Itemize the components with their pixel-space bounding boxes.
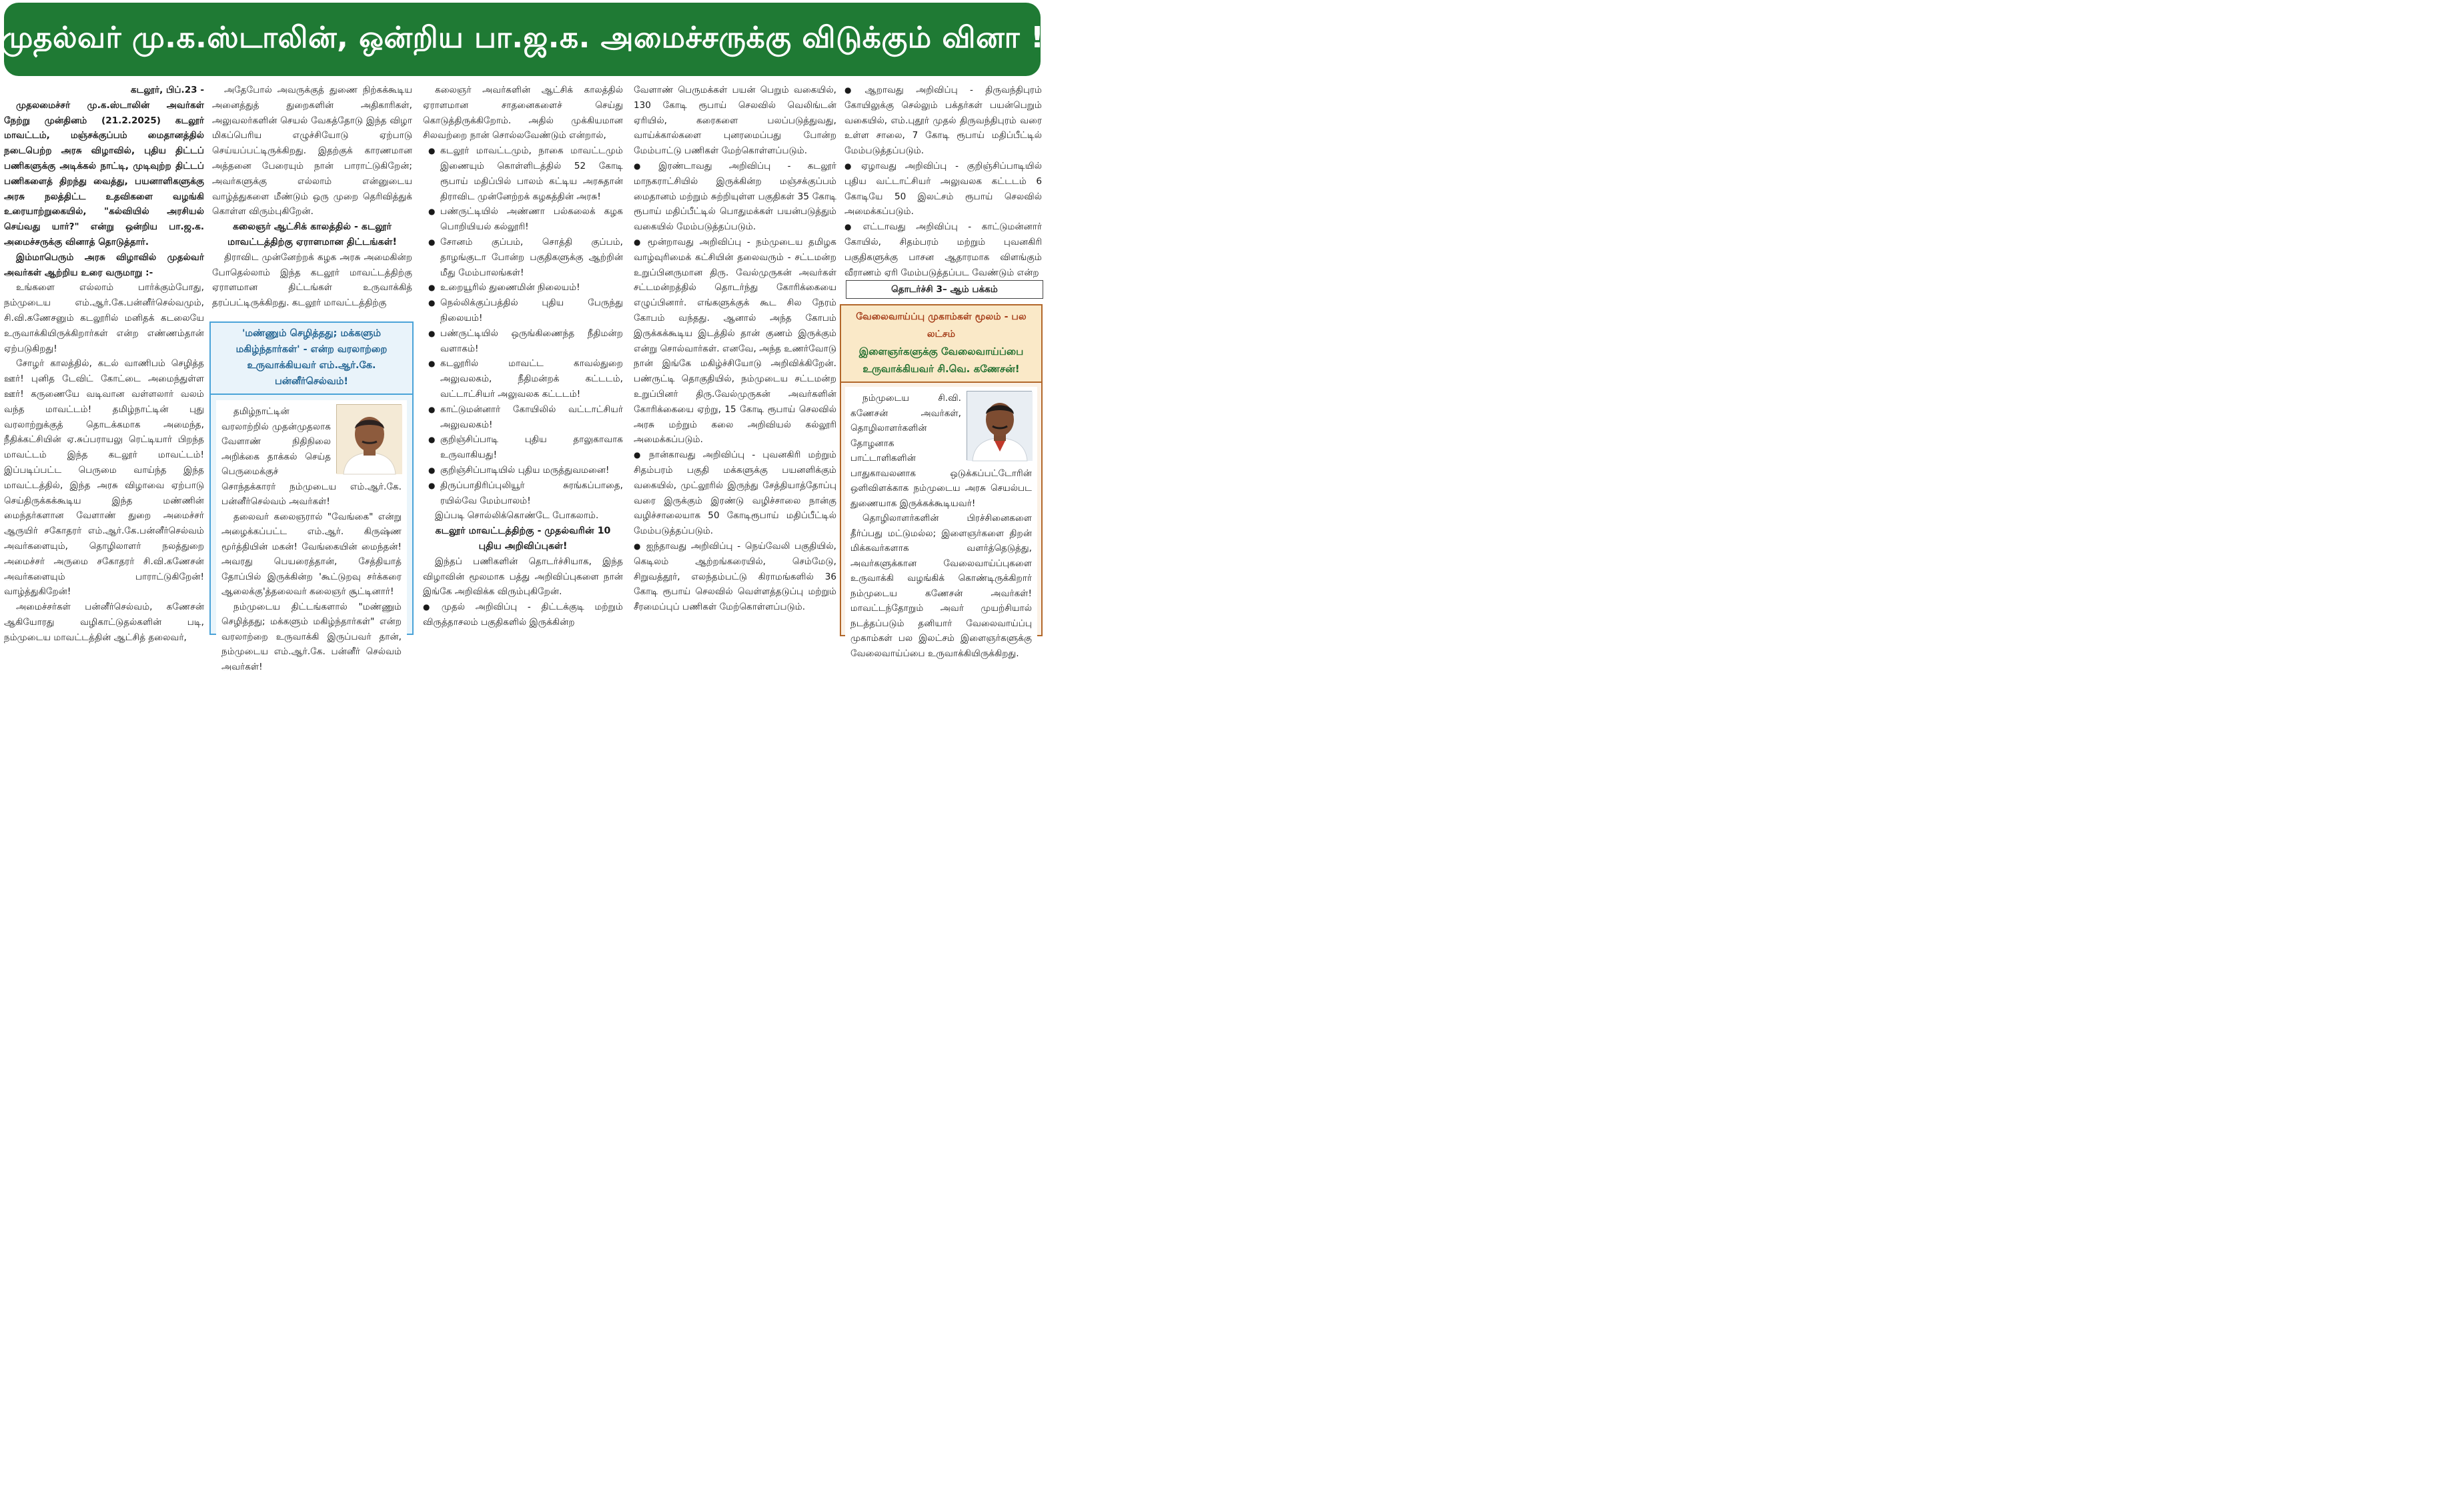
- bullet-paragraph: [634, 159, 836, 235]
- list-item: ● குறிஞ்சிப்பாடி புதிய தாலுகாவாக உருவாகியது!: [427, 432, 623, 463]
- paragraph: நம்முடைய திட்டங்களால் "மண்ணும் செழித்தது; மக்களும் மகிழ்ந்தார்கள்" என்ற வரலாற்றை உருவாக்கி இருப்பவர் தான், நம்முடைய எம்.ஆர்.கே. பன்னீர் செல்வம் அவர்கள்!: [221, 601, 402, 672]
- paragraph-text: ஐந்தாவது அறிவிப்பு - நெய்வேலி பகுதியில், கெடிலம் ஆற்றங்கரையில், செம்மேடு, சிறுவத்தூர், எலந்தம்பட்டு கிராமங்களில் 36 கோடி ரூபாய் செலவில் வெள்ளத்தடுப்பு மற்றும் சீரமைப்புப் பணிகள் மேற்கொள்ளப்படும்.: [634, 540, 836, 613]
- bullet-icon: ●: [844, 222, 859, 232]
- list-item: ● காட்டுமன்னார் கோயிலில் வட்டாட்சியர் அலுவலகம்!: [427, 402, 623, 433]
- list-item: ● உறையூரில் துணைமின் நிலையம்!: [427, 280, 623, 295]
- bullet-paragraph: [634, 235, 836, 448]
- bullet-icon: ●: [844, 161, 857, 171]
- article-column-1: [4, 83, 204, 643]
- paragraph: உங்களை எல்லாம் பார்க்கும்போது, நம்முடைய எம்.ஆர்.கே.பன்னீர்செல்வமும், சி.வி.கணேசனும் கடலூரில் மனிதக் கடலையே உருவாக்கியிருக்கிறார்கள் என்ற எண்ணம்தான் ஏற்படுகிறது!: [4, 282, 204, 354]
- feature-box-body: [845, 387, 1037, 659]
- headline: முதல்வர் மு.க.ஸ்டாலின், ஒன்றிய பா.ஜ.க. அமைச்சருக்கு விடுக்கும் வினா !: [0, 20, 1045, 55]
- pannirselvam-feature-box: [209, 321, 414, 672]
- bullet-paragraph: [634, 539, 836, 615]
- bullet-paragraph: [844, 83, 1042, 159]
- bullet-icon: ●: [634, 541, 642, 551]
- portrait-photo: [336, 404, 402, 474]
- bullet-icon: ●: [844, 85, 861, 95]
- headline-banner: [0, 3, 1045, 76]
- paragraph: அதேபோல் அவருக்குத் துணை நிற்கக்கூடிய அனைத்துத் துறைகளின் அதிகாரிகள், அலுவலர்களின் செயல் வேகத்தோடு இந்த விழா மிகப்பெரிய எழுச்சியோடு ஏற்பாடு செய்யப்பட்டிருக்கிறது. இதற்குக் காரணமான அத்தனை பேரையும் நான் பாராட்டுகிறேன்; அவர்களுக்கு எல்லாம் என்னுடைய வாழ்த்துகளை மீண்டும் ஒரு முறை தெரிவித்துக் கொள்ள விரும்புகிறேன்.: [212, 85, 412, 217]
- paragraph: சோழர் காலத்தில், கடல் வாணிபம் செழித்த ஊர்! புனித டேவிட் கோட்டை அமைந்துள்ள ஊர்! கருணையே வடிவான வள்ளலார் வலம் வந்த மாவட்டம்! தமிழ்நாட்டின் புது வரலாற்றுக்குத் தொடக்கமாக அமைந்த, நீதிக்கட்சியின் ஏ.சுப்பராயலு ரெட்டியார் பிறந்த மாவட்டம் இந்த கடலூர் மாவட்டம்! இப்படிப்பட்ட பெருமை வாய்ந்த இந்த மாவட்டத்தில், இந்த அரசு விழாவை ஏற்பாடு செய்திருக்கக்கூடிய இந்த மண்ணின் மைந்தர்களான வேளாண் துறை அமைச்சர் ஆருயிர் சகோதரர் எம்.ஆர்.கே.பன்னீர்செல்வம் அவர்களையும், தொழிலாளர் நலத்துறை அமைச்சர் அருமை சகோதரர் சி.வி.கணேசன் அவர்களையும் பாராட்டுகிறேன்! வாழ்த்துகிறேன்!: [4, 358, 204, 598]
- feature-box-heading-line2: இளைஞர்களுக்கு வேலைவாய்ப்பை உருவாக்கியவர் சி.வெ. கணேசன்!: [858, 345, 1024, 375]
- list-item: ● பண்ருட்டியில் ஒருங்கிணைந்த நீதிமன்ற வளாகம்!: [427, 326, 623, 357]
- paragraph-text: ஏழாவது அறிவிப்பு - குறிஞ்சிப்பாடியில் புதிய வட்டாட்சியர் அலுவலக கட்டடம் 6 கோடியே 50 இலட்சம் ரூபாய் செலவில் அமைக்கப்படும்.: [844, 160, 1042, 217]
- paragraph: இந்தப் பணிகளின் தொடர்ச்சியாக, இந்த விழாவின் மூலமாக பத்து அறிவிப்புகளை நான் இங்கே அறிவிக்க விரும்புகிறேன்.: [423, 556, 623, 598]
- paragraph-text: எட்டாவது அறிவிப்பு - காட்டுமன்னார் கோயில், சிதம்பரம் மற்றும் புவனகிரி பகுதிகளுக்கு பாசன ஆதாரமாக விளங்கும் வீராணம் ஏரி மேம்படுத்தப்பட வேண்டும் என்ற: [844, 221, 1042, 278]
- list-item: ● கடலூரில் மாவட்ட காவல்துறை அலுவலகம், நீதிமன்றக் கட்டடம், வட்டாட்சியர் அலுவலக கட்டடம்!: [427, 356, 623, 402]
- paragraph: நம்முடைய சி.வி. கணேசன் அவர்கள், தொழிலாளர்களின் தோழனாக பாட்டாளிகளின் பாதுகாவலனாக ஒடுக்கப்பட்டோரின் ஒளிவிளக்காக நம்முடைய அரசு செயல்பட துணையாக இருக்கக்கூடியவர்!: [850, 393, 1032, 509]
- portrait-photo: [967, 391, 1032, 460]
- paragraph-text: ஆறாவது அறிவிப்பு - திருவந்திபுரம் கோயிலுக்கு செல்லும் பக்தர்கள் பயன்பெறும் வகையில், எம்.புதூர் முதல் திருவந்திபுரம் வரை உள்ள சாலை, 7 கோடி ரூபாய் மதிப்பீட்டில் மேம்படுத்தப்படும்.: [844, 85, 1042, 157]
- list-item: ● பண்ருட்டியில் அண்ணா பல்கலைக் கழக பொறியியல் கல்லூரி!: [427, 204, 623, 235]
- paragraph: தொழிலாளர்களின் பிரச்சினைகளை தீர்ப்பது மட்டுமல்ல; இளைஞர்களை திறன் மிக்கவர்களாக வளர்த்தெடுத்து, அவர்களுக்கான வேலைவாய்ப்புகளை உருவாக்கி வழங்கிக் கொண்டிருக்கிறார் நம்முடைய கணேசன் அவர்கள்! மாவட்டந்தோறும் அவர் முயற்சியால் நடத்தப்படும் தனியார் வேலைவாய்ப்பு முகாம்கள் பல இலட்சம் இளைஞர்களுக்கு வேலைவாய்ப்பை உருவாக்கியிருக்கிறது.: [850, 513, 1032, 659]
- list-item: ● திருப்பாதிரிப்புலியூர் சுரங்கப்பாதை, ரயில்வே மேம்பாலம்!: [427, 478, 623, 509]
- paragraph: திராவிட முன்னேற்றக் கழக அரசு அமைகின்ற போதெல்லாம் இந்த கடலூர் மாவட்டத்திற்கு ஏராளமான திட்டங்கள் உருவாக்கித் தரப்பட்டிருக்கிறது. கடலூர் மாவட்டத்திற்கு: [212, 251, 412, 309]
- subheading: கலைஞர் ஆட்சிக் காலத்தில் - கடலூர் மாவட்டத்திற்கு ஏராளமான திட்டங்கள்!: [227, 221, 398, 247]
- achievement-list: [423, 143, 623, 508]
- intro-paragraph: இம்மாபெரும் அரசு விழாவில் முதல்வர் அவர்கள் ஆற்றிய உரை வருமாறு :-: [4, 251, 204, 278]
- bullet-paragraph: [634, 448, 836, 539]
- list-item: ● குறிஞ்சிப்பாடியில் புதிய மருத்துவமனை!: [427, 463, 623, 478]
- list-item: ● கடலூர் மாவட்டமும், நாகை மாவட்டமும் இணையும் கொள்ளிடத்தில் 52 கோடி ரூபாய் மதிப்பில் பாலம் கட்டிய அரசுதான் திராவிட முன்னேற்றக் கழகத்தின் அரசு!: [427, 143, 623, 204]
- dateline: கடலூர், பிப்.23 -: [130, 85, 204, 95]
- paragraph-text: இரண்டாவது அறிவிப்பு - கடலூர் மாநகராட்சியில் இருக்கின்ற மஞ்சக்குப்பம் மைதானம் மற்றும் சுற்றியுள்ள பகுதிகள் 35 கோடி ரூபாய் மதிப்பீட்டில் பொதுமக்கள் பயன்படுத்தும் வகையில் மேம்படுத்தப்படும்.: [634, 160, 836, 233]
- ganesan-feature-box: [840, 304, 1043, 659]
- paragraph: அமைச்சர்கள் பன்னீர்செல்வம், கணேசன் ஆகியோரது வழிகாட்டுதல்களின் படி, நம்முடைய மாவட்டத்தின் ஆட்சித் தலைவர்,: [4, 602, 204, 643]
- paragraph: தமிழ்நாட்டின் வரலாற்றில் முதன்முதலாக வேளாண் நிதிநிலை அறிக்கை தாக்கல் செய்த பெருமைக்குச் சொந்தக்காரர் நம்முடைய எம்.ஆர்.கே. பன்னீர்செல்வம் அவர்கள்!: [221, 406, 402, 507]
- paragraph-text: மூன்றாவது அறிவிப்பு - நம்முடைய தமிழக வாழ்வுரிமைக் கட்சியின் தலைவரும் - சட்டமன்ற உறுப்பினருமான திரு. வேல்முருகன் அவர்கள் சட்டமன்றத்தில் தொடர்ந்து கோரிக்கையை எழுப்பினார். எங்களுக்குக் கூட சில நேரம் கோபம் வந்தது. ஆனால் அந்த கோபம் இருக்கக்கூடிய இடத்தில் தான் குணம் இருக்கும் என்று சொல்வார்கள். எனவே, அந்த உணர்வோடு நான் இங்கே மகிழ்ச்சியோடு அறிவிக்கிறேன். பண்ருட்டி தொகுதியில், நம்முடைய சட்டமன்ற உறுப்பினர் திரு.வேல்முருகன் அவர்களின் கோரிக்கையை ஏற்று, 15 கோடி ரூபாய் செலவில் அரசு மற்றும் கலை அறிவியல் கல்லூரி அமைக்கப்படும்.: [634, 236, 836, 446]
- list-item: ● நெல்லிக்குப்பத்தில் புதிய பேருந்து நிலையம்!: [427, 295, 623, 326]
- feature-box-heading: [841, 305, 1041, 383]
- paragraph: இப்படி சொல்லிக்கொண்டே போகலாம்.: [435, 510, 599, 522]
- feature-box-heading: 'மண்ணும் செழித்தது; மக்களும் மகிழ்ந்தார்கள்' - என்ற வரலாற்றை உருவாக்கியவர் எம்.ஆர்.கே. பன்னீர்செல்வம்!: [211, 323, 412, 395]
- bullet-icon: ●: [634, 161, 655, 171]
- feature-box-heading-line1: வேலைவாய்ப்பு முகாம்கள் மூலம் - பல லட்சம்: [856, 311, 1027, 339]
- list-item: ● சோனம் குப்பம், சொத்தி குப்பம், தாழங்குடா போன்ற பகுதிகளுக்கு ஆற்றின் மீது மேம்பாலங்கள்!: [427, 235, 623, 280]
- bullet-paragraph: [423, 600, 623, 630]
- paragraph-text: முதல் அறிவிப்பு - திட்டக்குடி மற்றும் விருத்தாசலம் பகுதிகளில் இருக்கின்ற: [423, 602, 623, 628]
- article-column-3: [423, 83, 623, 636]
- bullet-icon: ●: [634, 237, 644, 247]
- feature-box-body: [216, 400, 407, 672]
- paragraph: தலைவர் கலைஞரால் "வேங்கை" என்று அழைக்கப்பட்ட எம்.ஆர். கிருஷ்ண மூர்த்தியின் மகன்! வேங்கையின் மைந்தன்! அவரது பெயரைத்தான், சேத்தியாத் தோப்பில் இருக்கின்ற 'கூட்டுறவு சர்க்கரை ஆலைக்கு'த்தலைவர் கலைஞர் சூட்டினார்!: [221, 511, 402, 597]
- paragraph-text: நான்காவது அறிவிப்பு - புவனகிரி மற்றும் சிதம்பரம் பகுதி மக்களுக்கு பயனளிக்கும் வகையில், முட்லூரில் இருந்து சேத்தியாத்தோப்பு வரை இருக்கும் இரண்டு வழிச்சாலை நான்கு வழிச்சாலையாக 50 கோடிரூபாய் மதிப்பீட்டில் மேம்படுத்தப்படும்.: [634, 450, 836, 537]
- paragraph: வேளாண் பெருமக்கள் பயன் பெறும் வகையில், 130 கோடி ரூபாய் செலவில் வெலிங்டன் ஏரியில், கரைகளை பலப்படுத்துவது, வாய்க்கால்களை புனரமைப்பது போன்ற மேம்பாட்டு பணிகள் மேற்கொள்ளப்படும்.: [634, 85, 836, 157]
- paragraph: கலைஞர் அவர்களின் ஆட்சிக் காலத்தில் ஏராளமான சாதனைகளைச் செய்து கொடுத்திருக்கிறோம். அதில் முக்கியமான சிலவற்றை நான் சொல்லவேண்டும் என்றால்,: [423, 85, 623, 141]
- continued-on-page-label: தொடர்ச்சி 3– ஆம் பக்கம்: [846, 280, 1043, 299]
- article-column-4: [634, 83, 836, 636]
- bullet-icon: ●: [423, 602, 438, 612]
- bullet-paragraph: [844, 159, 1042, 219]
- bullet-paragraph: [844, 219, 1042, 280]
- article-column-5: [844, 83, 1042, 279]
- subheading: கடலூர் மாவட்டத்திற்கு - முதல்வரின் 10 புதிய அறிவிப்புகள்!: [435, 526, 611, 552]
- bullet-icon: ●: [634, 450, 646, 460]
- lead-paragraph: முதலமைச்சர் மு.க.ஸ்டாலின் அவர்கள் நேற்று முன்தினம் (21.2.2025) கடலூர் மாவட்டம், மஞ்சக்குப்பம் மைதானத்தில் நடைபெற்ற அரசு விழாவில், புதிய திட்டப் பணிகளுக்கு அடிக்கல் நாட்டி, முடிவுற்ற திட்டப் பணிகளைத் திறந்து வைத்து, பயனாளிகளுக்கு அரசு நலத்திட்ட உதவிகளை வழங்கி உரையாற்றுகையில், "கல்வியில் அரசியல் செய்வது யார்?" என்று ஒன்றிய பா.ஜ.க. அமைச்சருக்கு வினாத் தொடுத்தார்.: [4, 99, 204, 247]
